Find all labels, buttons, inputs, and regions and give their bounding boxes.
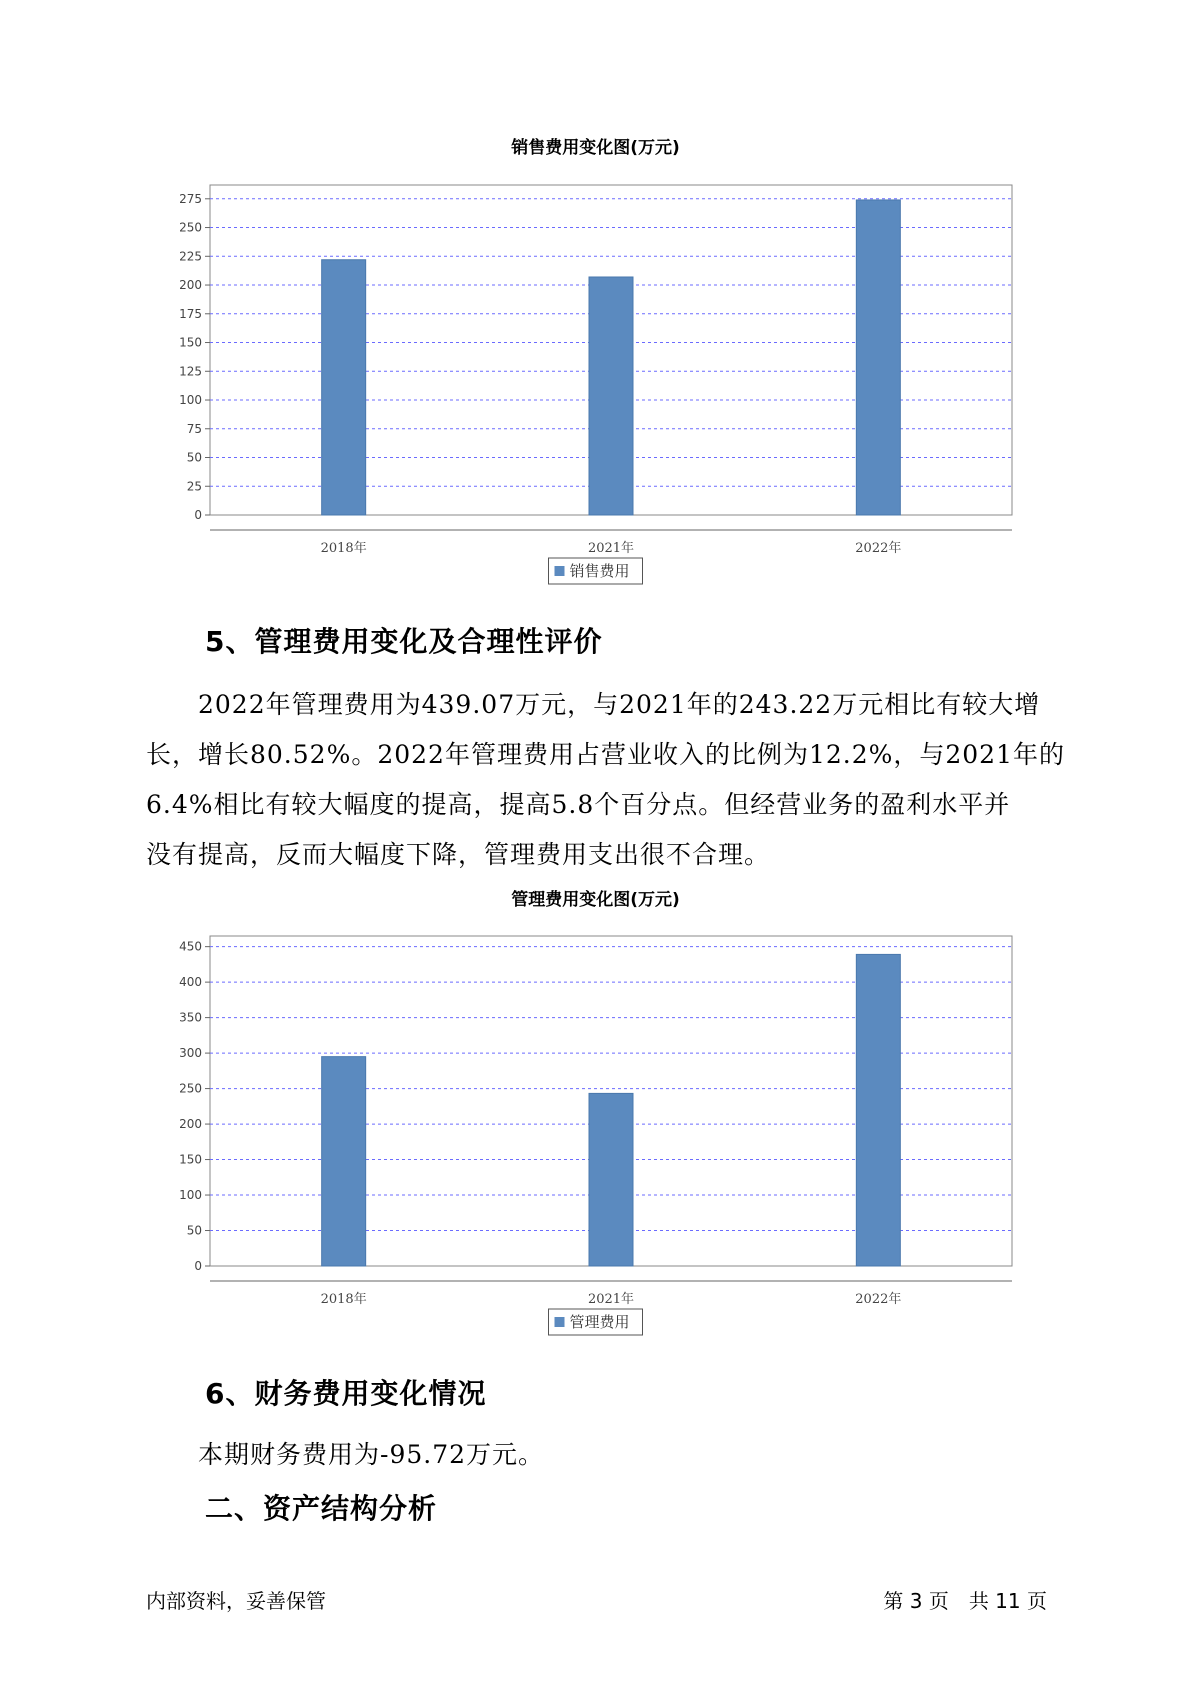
x-tick-label: 2018年 [320,1292,367,1307]
section5-paragraph [146,680,1065,880]
y-tick-label: 150 [179,1152,202,1167]
y-tick-label: 125 [179,364,202,379]
y-tick-label: 175 [179,306,202,321]
y-tick-label: 100 [179,1188,202,1203]
y-tick-label: 0 [194,1259,202,1273]
y-tick-label: 50 [186,450,202,465]
section6-paragraph [146,1430,1046,1480]
y-tick-label: 200 [179,278,202,293]
y-tick-label: 250 [179,220,202,235]
x-tick-label: 2018年 [320,541,367,556]
legend-swatch [555,566,565,576]
y-tick-label: 100 [179,393,202,408]
x-tick-label: 2022年 [855,1292,902,1307]
paragraph-line: 2022年管理费用为439.07万元，与2021年的243.22万元相比有较大增 [146,690,1041,719]
paragraph-line: 本期财务费用为-95.72万元。 [146,1440,545,1469]
chart-title-sales: 销售费用变化图(万元) [511,138,680,158]
y-tick-label: 300 [179,1046,202,1061]
x-tick-label: 2021年 [587,1292,635,1307]
legend-swatch [555,1317,565,1327]
paragraph-line: 没有提高，反而大幅度下降，管理费用支出很不合理。 [146,840,771,869]
bar [589,277,633,515]
section5-heading: 5、管理费用变化及合理性评价 [205,625,603,658]
y-tick-label: 25 [186,479,202,494]
management-expense-chart [0,926,1191,1396]
bar [589,1093,633,1266]
bar [856,954,900,1266]
y-tick-label: 150 [179,335,202,350]
legend-label: 销售费用 [569,562,630,580]
y-tick-label: 250 [179,1081,202,1096]
paragraph-line: 长，增长80.52%。2022年管理费用占营业收入的比例为12.2%，与2021年的 [146,740,1065,769]
chart-title-management: 管理费用变化图(万元) [511,890,680,910]
sales-expense-chart [0,175,1191,645]
y-tick-label: 200 [179,1117,202,1132]
legend-label: 管理费用 [569,1313,630,1331]
section6-heading: 6、财务费用变化情况 [205,1377,487,1410]
y-tick-label: 75 [186,421,202,436]
bar [322,1057,366,1266]
y-tick-label: 50 [186,1223,202,1238]
bar [856,200,900,515]
y-tick-label: 400 [179,975,202,990]
y-tick-label: 450 [179,939,202,954]
y-tick-label: 225 [179,249,202,264]
y-tick-label: 350 [179,1010,202,1025]
paragraph-line: 6.4%相比有较大幅度的提高，提高5.8个百分点。但经营业务的盈利水平并 [146,790,1011,819]
x-tick-label: 2022年 [855,541,902,556]
y-tick-label: 0 [194,508,202,522]
y-tick-label: 275 [179,191,202,206]
x-tick-label: 2021年 [587,541,635,556]
section-two-heading: 二、资产结构分析 [205,1492,438,1525]
bar [322,260,366,515]
footer-page-number: 第 3 页 共 11 页 [883,1589,1047,1613]
footer-left: 内部资料，妥善保管 [146,1589,326,1613]
